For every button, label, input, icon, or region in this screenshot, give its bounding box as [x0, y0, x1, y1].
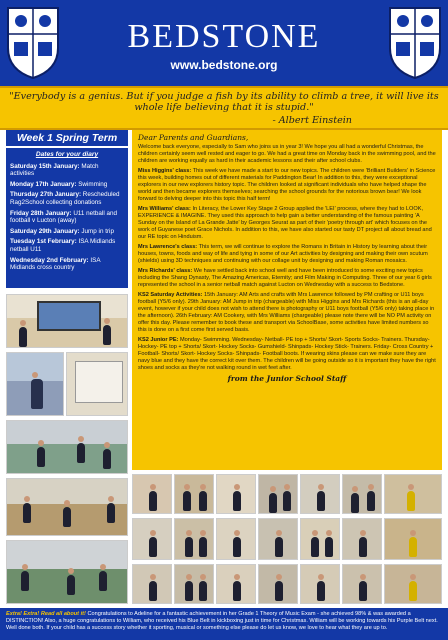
girl-photo [6, 352, 64, 416]
quote-banner [0, 86, 448, 130]
letter-signoff: from the Junior School Staff [227, 374, 347, 383]
letter-section: Miss Higgins' class: This week we have made a start to our new topics. The children were 'Brilliant Builders' in Science this week, building homes out of different materials for Paddington Bear! In addition to this, they were exceptional explorers in our new explorers history topic. The children looked at significant individuals who have helped shape the world and then became explorers themselves; searching the school grounds for the notorious brown bear! We look forward to delving deeper into this topic this half term! [138, 168, 436, 202]
activity-photo [132, 518, 172, 560]
footer-lead: Extra! Extra! Read all about it! [6, 611, 86, 617]
diary-item: Friday 28th January: U11 netball and football v Lucton (away) [10, 209, 117, 225]
news-footer [0, 608, 448, 640]
activity-photo [216, 474, 256, 514]
activity-photo [132, 474, 172, 514]
diary-item: Wednesday 2nd February: ISA Midlands cross country [10, 256, 101, 272]
activity-photo [384, 474, 442, 514]
quote-author: - Albert Einstein [272, 115, 352, 126]
quote-text: "Everybody is a genius. But if you judge a fish by its ability to climb a tree, it will live its whole life believing that it is stupid." [9, 91, 439, 113]
crest-icon [386, 4, 444, 80]
activity-photo [300, 564, 340, 604]
letter-section: Mrs Williams' class: In Literacy, the Lower Key Stage 2 Group applied the 'LEI' process, where they had to LOOK, EXPERIENCE & IMAGINE. They used this approach to help gain a better understanding of the famous painting 'A Sunday on the Island of La Grande Jatte' by Georges Seurat as part of their 'poetry through art' which focuses on the work of Guyanese poet Grace Nichols. In addition to this, we have also started our tasty DT project all about bread and our RE topic on Hinduism. [138, 206, 432, 240]
letter-section: Mrs Richards' class: We have settled back into school well and have been introduced to some exciting new topics including the Shang Dynasty, The Amazing Americas, Eternity; and Film Making in Computing. Three of our year 6 girls represented the school in a senior netball match against Lucton on Wednesday with a success to Bedstone. [138, 268, 432, 288]
diary-panel [6, 148, 128, 288]
diary-item: Thursday 27th January: Rescheduled Rag2School collecting donations [10, 191, 120, 206]
activity-photo [216, 564, 256, 604]
activity-photo [258, 518, 298, 560]
letter-section: KS2 Junior PE: Monday- Swimming. Wednesday- Netball- PE top + Shorts/ Skort- Sports Socks- Trainers. Thursday- Hockey- PE top + Shorts/ Skort- Hockey Socks- Gumshield- Shinpads- Hockey Stick- Trainers. Friday- Cross Country + Football- Shorts/ Skort- Hockey Socks- Shinpads- Football boots. If wearing skins please can we make sure they are navy blue and they have the correct kit over them. The children will be going outside so it is important they have the right shoes and socks as they're not walking round in wet feet after. [138, 337, 436, 371]
activity-photo [342, 564, 382, 604]
activity-photo [384, 564, 442, 604]
diary-item: Tuesday 1st February: ISA Midlands netball U11 [10, 238, 116, 253]
classroom-photo [6, 294, 128, 348]
activity-photo [216, 518, 256, 560]
activity-photo [258, 564, 298, 604]
activity-photo [174, 518, 214, 560]
footer-text: Congratulations to Adeline for a fantastic achievement in her Grade 1 Theory of Music Exam - she achieved 98% & was awarded a DISTINCTION! Also, a huge congratulations to William, who received his Blue Belt in kickboxing just in time for Christmas. William will be working towards his Purple Belt next. Well done both. If your child has a success story whether it sporting, musical or something else please do let us know, we love to hear what they are up to. [6, 611, 438, 631]
diary-item: Saturday 29th January: Jump in trip [10, 227, 114, 235]
diary-item: Saturday 15th January: Match activities [10, 162, 99, 178]
school-name: BEDSTONE [127, 18, 321, 55]
activity-photo [300, 474, 340, 514]
letter-greeting: Dear Parents and Guardians, [138, 133, 249, 142]
activity-photo [300, 518, 340, 560]
activity-photo [342, 474, 382, 514]
header-banner [0, 0, 448, 86]
diary-item: Monday 17th January: Swimming [10, 180, 108, 188]
letter-intro: Welcome back everyone, especially to Sam who joins us in year 3! We hope you all had a wonderful Christmas, the children certainly seem well rested and eager to go. We had a great time on Monday back in the swimming pool, and the children are working equally as hard in their academic lessons and their after school clubs. [138, 144, 436, 164]
diary-title: Dates for your diary [35, 151, 99, 158]
letter-section: KS2 Saturday Activities: 15th January: AM Arts and crafts with Mrs Lawrence followed by PM crafting or U11 boys football (Y5/6 only). 29th January: AM Jump in trip (chargeable) with Miss Higgins and Mrs Richards (this is an all-day event, however if your child does not wish to attend there is photography or U11 boys football (Y5/6 only) taking place in the afternoon). 26th February: AM Cookery, with Mrs Williams (chargeable) please note there will be NO PM activity on offer this day. Please remember to book these and transport via SchoolBase, some activities have limited numbers so this is done on a first come first served basis. [138, 292, 435, 333]
letter-panel [132, 130, 442, 470]
activity-photo [174, 474, 214, 514]
activity-photo [132, 564, 172, 604]
term-title: Week 1 Spring Term [6, 130, 128, 146]
website-link[interactable]: www.bedstone.org [170, 58, 278, 72]
display-photo [66, 352, 128, 416]
activity-photo [384, 518, 442, 560]
activity-photo [174, 564, 214, 604]
hockey-photo [6, 540, 128, 604]
crest-icon [4, 4, 62, 80]
netball-photo [6, 420, 128, 474]
letter-section: Mrs Lawrence's class: This term, we will continue to explore the Romans in Britain in History by learning about their houses, towns, foods and way of life and tying in some of our Art activities by designing and making their own scutum (shields) using 3D techniques and continuing with our collage unit by designing and making Roman mosaics. [138, 244, 428, 264]
sports-hall-photo [6, 478, 128, 536]
activity-photo [258, 474, 298, 514]
activity-photo [342, 518, 382, 560]
